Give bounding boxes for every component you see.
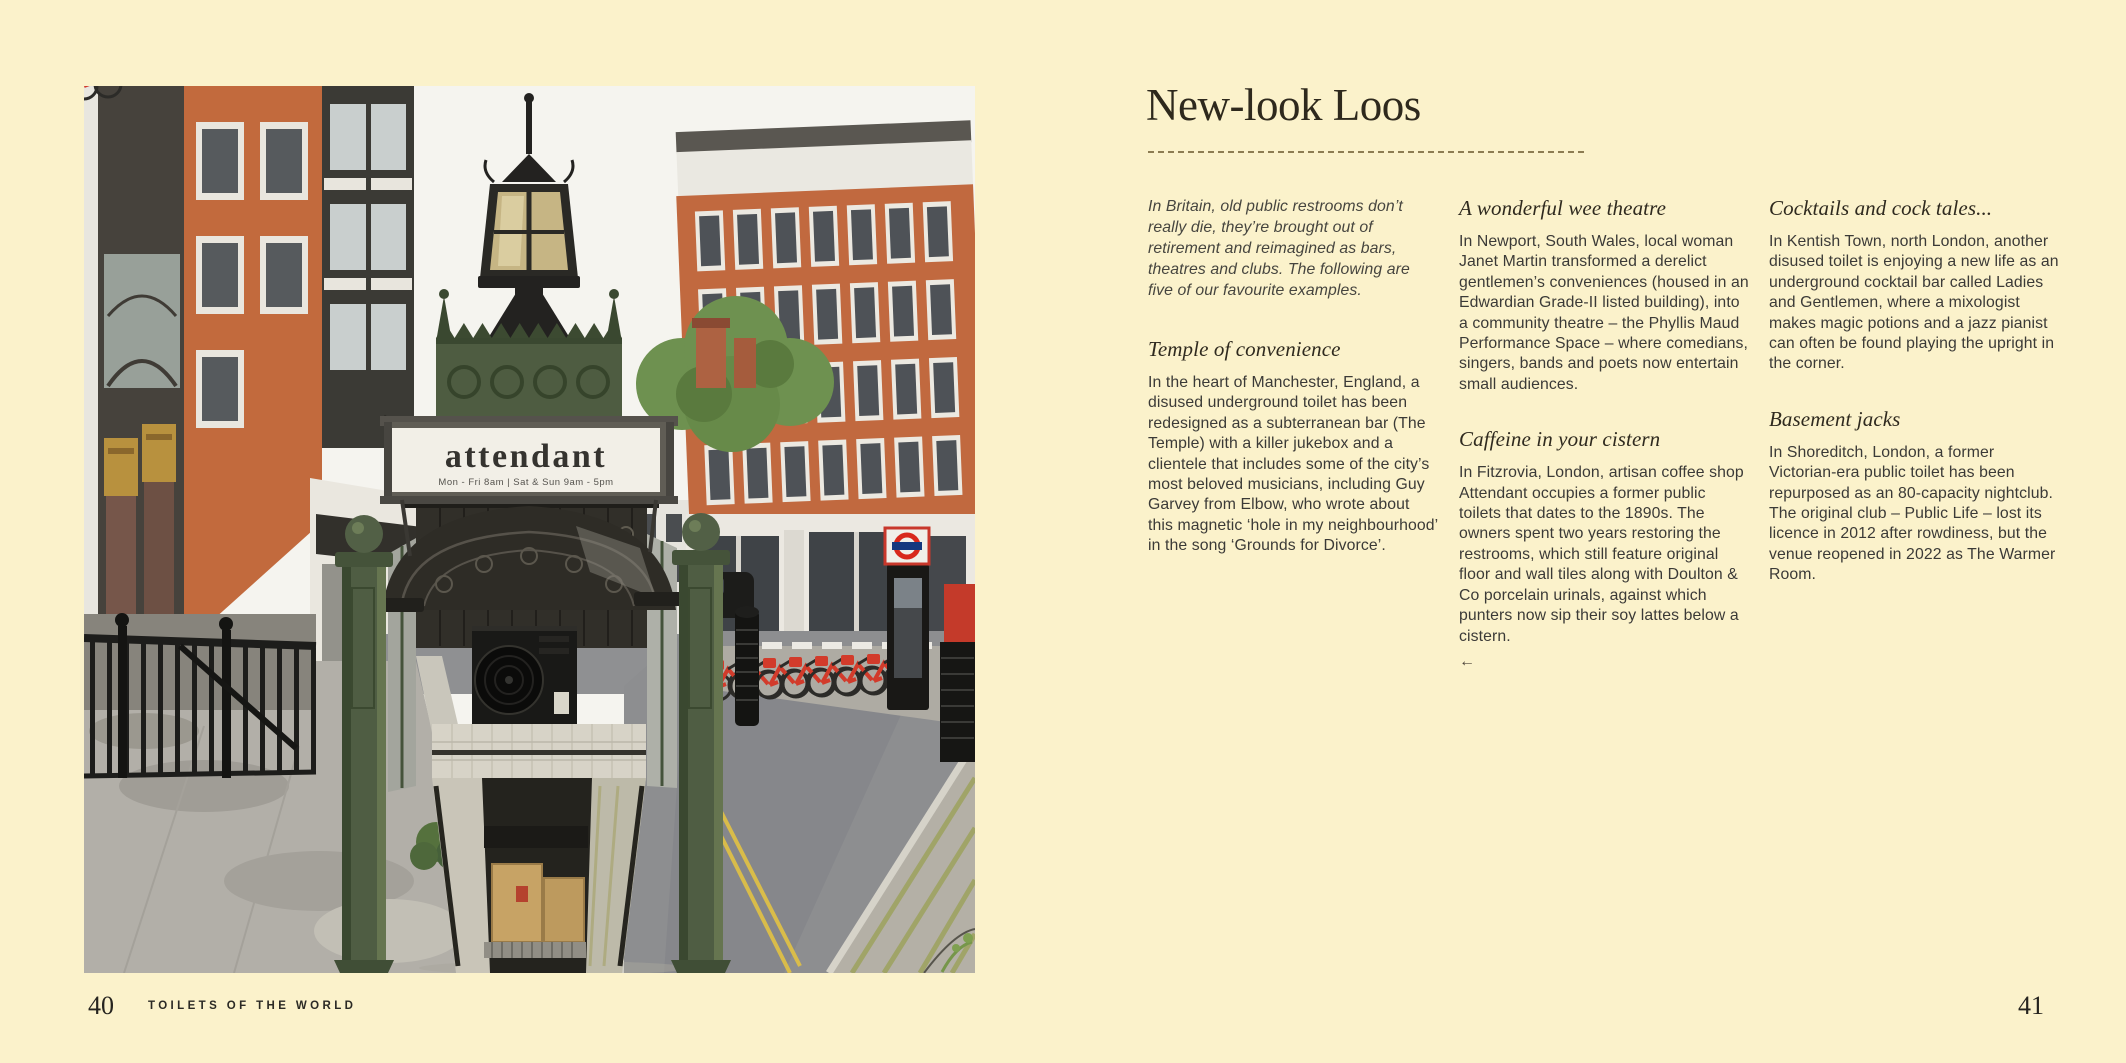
fan-unit: [472, 626, 577, 724]
page-number-left: 40: [88, 991, 114, 1020]
sign-title-text: attendant: [444, 438, 608, 475]
page-title: New-look Loos: [1146, 80, 1421, 130]
street-bollard: [735, 606, 759, 726]
street-photo-illustration: [84, 86, 975, 973]
section-wee-theatre: [1459, 196, 1749, 395]
page-number-right: 41: [2018, 991, 2044, 1020]
section-heading: Temple of convenience: [1148, 337, 1341, 361]
street-photo: [84, 86, 975, 973]
section-heading: Cocktails and cock tales...: [1769, 196, 1993, 220]
stairwell: [432, 778, 646, 973]
section-body: In Kentish Town, north London, another disused toilet is enjoying a new life as an underground cocktail bar called Ladies and Gentlemen, where a mixologist makes magic potions and a jazz pianist can often be found playing the upright in the corner.: [1769, 233, 2059, 373]
section-basement-jacks: [1769, 407, 2059, 586]
column-2: [1459, 196, 1749, 669]
left-page-footer: [88, 991, 114, 1021]
photo-reference-arrow-icon: ←: [1459, 652, 1476, 670]
section-cocktails: [1769, 196, 2059, 375]
column-1: [1148, 196, 1438, 557]
section-heading: Caffeine in your cistern: [1459, 427, 1661, 452]
tile-band: [432, 724, 646, 778]
section-heading: Basement jacks: [1769, 406, 1901, 431]
dashed-divider: [1148, 151, 1585, 153]
edge-bollard: [940, 642, 975, 762]
section-caffeine-cistern: [1459, 427, 1749, 669]
intro-paragraph: In Britain, old public restrooms don’t really die, they’re brought out of retirement and reimagined as bars, theatres and clubs. The following are five of our favourite examples.: [1148, 198, 1410, 299]
section-temple-of-convenience: [1148, 337, 1438, 557]
red-postbox: [944, 584, 975, 642]
section-body: In Shoreditch, London, a former Victorian-era public toilet has been repurposed as an 80-capacity nightclub. The original club – Public Life – lost its licence in 2012 after rowdiness, but the venue reopened in 2022 as The Warmer Room.: [1769, 443, 2056, 584]
book-title-footer: TOILETS OF THE WORLD: [148, 1000, 357, 1012]
underground-totem: [885, 528, 929, 710]
section-body: In Newport, South Wales, local woman Janet Martin transformed a derelict gentlemen’s conveniences (housed in an Edwardian Grade-II listed building), into a community theatre – the Phyllis Maud Performance Space – where comedians, singers, bands and poets now entertain small audiences.: [1459, 233, 1749, 393]
sign-hours-text: Mon - Fri 8am | Sat & Sun 9am - 5pm: [438, 477, 614, 488]
section-body: In the heart of Manchester, England, a disused underground toilet has been redesigned as a subterranean bar (The Temple) with a killer jukebox and a clientele that includes some of the city’s most beloved musicians, including Guy Garvey from Elbow, who wrote about this magnetic ‘hole in my neighbourhood’ in the song ‘Grounds for Divorce’.: [1148, 374, 1438, 555]
column-3: [1769, 196, 2059, 586]
section-body: In Fitzrovia, London, artisan coffee shop Attendant occupies a former public toilets that dates to the 1890s. The owners spent two years restoring the restrooms, which still feature original floor and wall tiles along with Doulton & Co porcelain urinals, against which punters now sip their soy lattes below a cistern.: [1459, 464, 1744, 645]
section-heading: A wonderful wee theatre: [1459, 196, 1667, 220]
